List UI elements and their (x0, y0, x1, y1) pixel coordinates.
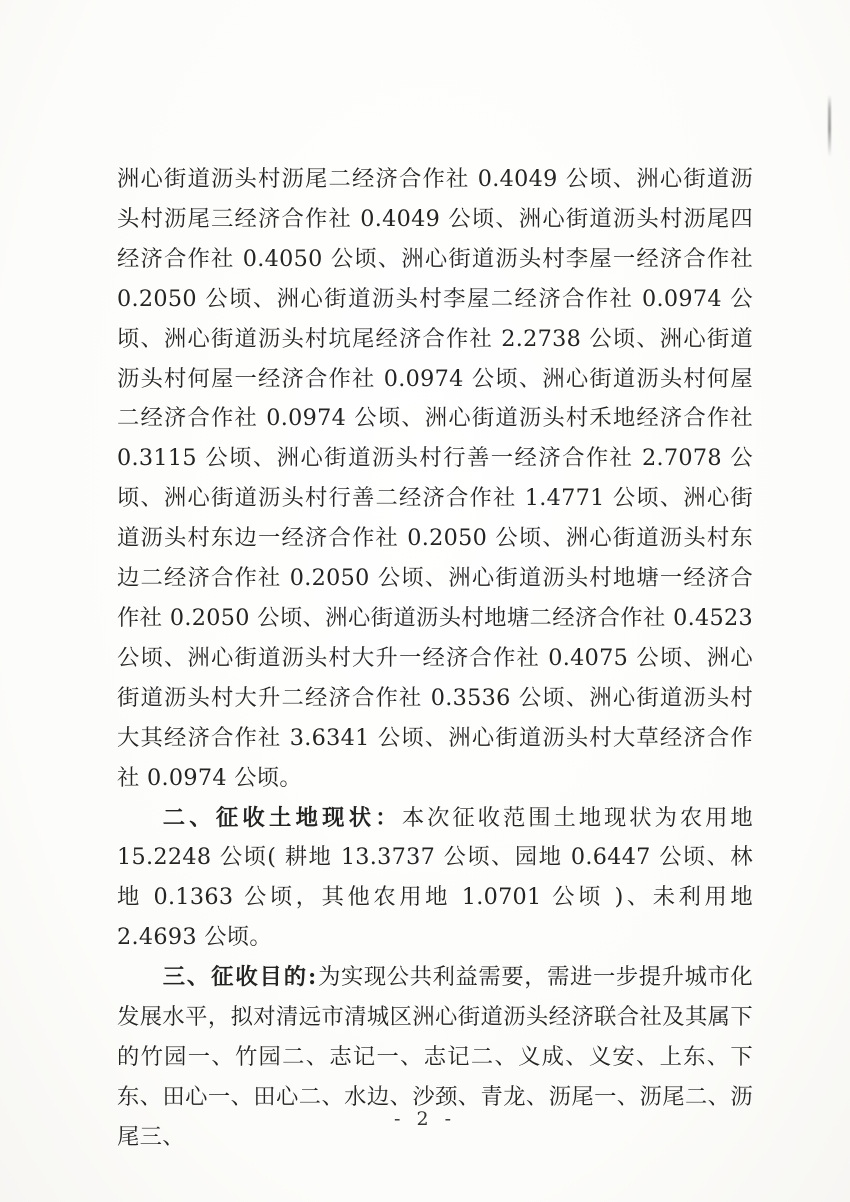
paragraph-text: 为实现公共利益需要，需进一步提升城市化发展水平，拟对清远市清城区洲心街道沥头经济联合社及其属下的竹园一、竹园二、志记一、志记二、义成、义安、上东、下东、田心一、田心二、水边、沙颈、青龙、沥尾一、沥尾二、沥尾三、 (117, 964, 754, 1150)
paragraph-text: 洲心街道沥头村沥尾二经济合作社 0.4049 公顷、洲心街道沥头村沥尾三经济合作社 0.4049 公顷、洲心街道沥头村沥尾四经济合作社 0.4050 公顷、洲心街道沥头村李屋一经济合作社 0.2050 公顷、洲心街道沥头村李屋二经济合作社 0.0974 公顷、洲心街道沥头村坑尾经济合作社 2.2738 公顷、洲心街道沥头村何屋一经济合作社 0.0974 公顷、洲心街道沥头村何屋二经济合作社 0.0974 公顷、洲心街道沥头村禾地经济合作社 0.3115 公顷、洲心街道沥头村行善一经济合作社 2.7078 公顷、洲心街道沥头村行善二经济合作社 1.4771 公顷、洲心街道沥头村东边一经济合作社 0.2050 公顷、洲心街道沥头村东边二经济合作社 0.2050 公顷、洲心街道沥头村地塘一经济合作社 0.2050 公顷、洲心街道沥头村地塘二经济合作社 0.4523 公顷、洲心街道沥头村大升一经济合作社 0.4075 公顷、洲心街道沥头村大升二经济合作社 0.3536 公顷、洲心街道沥头村大其经济合作社 3.6341 公顷、洲心街道沥头村大草经济合作社 0.0974 公顷。 (117, 166, 753, 791)
page-number: - 2 - (393, 1108, 456, 1130)
page-body-text (117, 160, 753, 1158)
scanner-artifact-mark (828, 95, 831, 157)
paragraph-cooperative-list (117, 160, 753, 799)
section-heading-three: 三、征收目的: (162, 964, 318, 991)
section-heading-two: 二、征收土地现状： (162, 804, 402, 831)
paragraph-section-two (117, 799, 753, 959)
paragraph-text: 本次征收范围土地现状为农用地 15.2248 公顷( 耕地 13.3737 公顷、园地 0.6447 公顷、林地 0.1363 公顷，其他农用地 1.0701 公顷 )、未利用地 2.4693 公顷。 (117, 804, 753, 951)
